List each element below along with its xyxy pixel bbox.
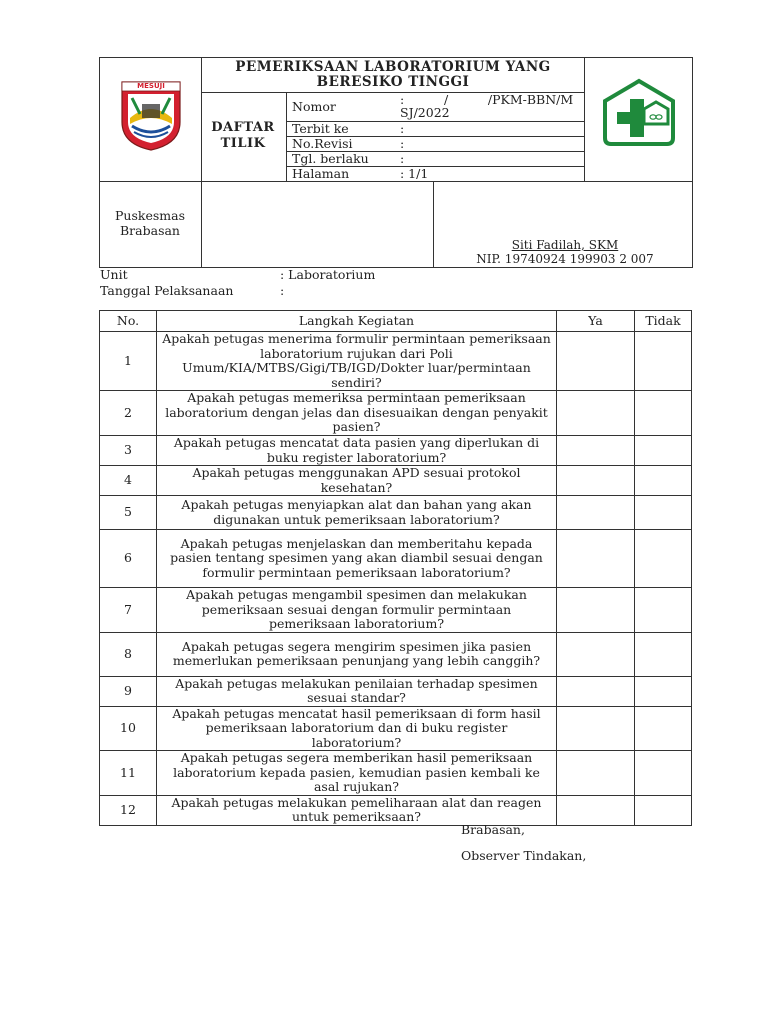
row-number: 11 bbox=[100, 751, 157, 796]
table-row bbox=[100, 332, 692, 391]
row-question: Apakah petugas segera mengirim spesimen jika pasien memerlukan pemeriksaan penunjang yang lebih canggih? bbox=[157, 632, 557, 676]
header-no: No. bbox=[100, 311, 157, 332]
date-value: : bbox=[280, 283, 285, 298]
tidak-checkbox-cell[interactable] bbox=[635, 795, 692, 825]
row-number: 4 bbox=[100, 466, 157, 496]
footer-place: Brabasan, bbox=[461, 822, 525, 837]
row-number: 1 bbox=[100, 332, 157, 391]
field-tgl-label: Tgl. berlaku bbox=[292, 151, 369, 166]
row-number: 6 bbox=[100, 530, 157, 588]
table-row bbox=[100, 530, 692, 588]
row-question: Apakah petugas melakukan pemeliharaan alat dan reagen untuk pemeriksaan? bbox=[157, 795, 557, 825]
mesuji-emblem-logo bbox=[118, 78, 184, 152]
row-number: 5 bbox=[100, 496, 157, 530]
organization-name: Puskesmas Brabasan bbox=[115, 208, 185, 238]
row-question: Apakah petugas menerima formulir permintaan pemeriksaan laboratorium rujukan dari Poli Umum/KIA/MTBS/Gigi/TB/IGD/Dokter luar/permintaan sendiri? bbox=[157, 332, 557, 391]
field-terbit-label: Terbit ke bbox=[292, 121, 349, 136]
ya-checkbox-cell[interactable] bbox=[557, 795, 635, 825]
field-tgl-value: : bbox=[400, 151, 405, 166]
footer-observer: Observer Tindakan, bbox=[461, 848, 587, 863]
ya-checkbox-cell[interactable] bbox=[557, 496, 635, 530]
row-question: Apakah petugas mengambil spesimen dan melakukan pemeriksaan sesuai dengan formulir permintaan pemeriksaan laboratorium? bbox=[157, 588, 557, 633]
row-number: 2 bbox=[100, 391, 157, 436]
field-nomor-label: Nomor bbox=[292, 99, 336, 114]
tidak-checkbox-cell[interactable] bbox=[635, 632, 692, 676]
signer-nip: NIP. 19740924 199903 2 007 bbox=[476, 252, 654, 266]
table-row bbox=[100, 391, 692, 436]
document-type: DAFTAR TILIK bbox=[211, 120, 275, 151]
ya-checkbox-cell[interactable] bbox=[557, 751, 635, 796]
header-langkah: Langkah Kegiatan bbox=[157, 311, 557, 332]
checklist-table bbox=[99, 310, 692, 826]
field-halaman-label: Halaman bbox=[292, 166, 350, 181]
row-number: 9 bbox=[100, 676, 157, 706]
row-question: Apakah petugas menjelaskan dan memberitahu kepada pasien tentang spesimen yang akan diambil sesuai dengan formulir permintaan pemeriksaan laboratorium? bbox=[157, 530, 557, 588]
row-number: 7 bbox=[100, 588, 157, 633]
ya-checkbox-cell[interactable] bbox=[557, 466, 635, 496]
row-number: 8 bbox=[100, 632, 157, 676]
table-row bbox=[100, 706, 692, 751]
table-row bbox=[100, 436, 692, 466]
ya-checkbox-cell[interactable] bbox=[557, 332, 635, 391]
row-number: 3 bbox=[100, 436, 157, 466]
ya-checkbox-cell[interactable] bbox=[557, 588, 635, 633]
field-halaman-value: : 1/1 bbox=[400, 166, 429, 181]
table-row bbox=[100, 496, 692, 530]
row-question: Apakah petugas mencatat data pasien yang diperlukan di buku register laboratorium? bbox=[157, 436, 557, 466]
tidak-checkbox-cell[interactable] bbox=[635, 751, 692, 796]
unit-value: : Laboratorium bbox=[280, 267, 376, 282]
logo-text: MESUJI bbox=[137, 82, 165, 90]
table-row bbox=[100, 751, 692, 796]
row-question: Apakah petugas menggunakan APD sesuai protokol kesehatan? bbox=[157, 466, 557, 496]
ya-checkbox-cell[interactable] bbox=[557, 706, 635, 751]
ya-checkbox-cell[interactable] bbox=[557, 436, 635, 466]
tidak-checkbox-cell[interactable] bbox=[635, 588, 692, 633]
table-header-row bbox=[100, 311, 692, 332]
field-terbit-value: : bbox=[400, 121, 405, 136]
tidak-checkbox-cell[interactable] bbox=[635, 530, 692, 588]
table-row bbox=[100, 676, 692, 706]
field-nomor-value: : / /PKM-BBN/MSJ/2022 bbox=[400, 92, 574, 120]
ya-checkbox-cell[interactable] bbox=[557, 632, 635, 676]
ya-checkbox-cell[interactable] bbox=[557, 391, 635, 436]
tidak-checkbox-cell[interactable] bbox=[635, 706, 692, 751]
tidak-checkbox-cell[interactable] bbox=[635, 332, 692, 391]
tidak-checkbox-cell[interactable] bbox=[635, 466, 692, 496]
header-tidak: Tidak bbox=[635, 311, 692, 332]
ya-checkbox-cell[interactable] bbox=[557, 530, 635, 588]
row-question: Apakah petugas memeriksa permintaan pemeriksaan laboratorium dengan jelas dan disesuaikan dengan penyakit pasien? bbox=[157, 391, 557, 436]
row-question: Apakah petugas mencatat hasil pemeriksaan di form hasil pemeriksaan laboratorium dan di buku register laboratorium? bbox=[157, 706, 557, 751]
table-row bbox=[100, 588, 692, 633]
field-revisi-value: : bbox=[400, 136, 405, 151]
field-revisi-label: No.Revisi bbox=[292, 136, 353, 151]
row-question: Apakah petugas segera memberikan hasil pemeriksaan laboratorium kepada pasien, kemudian pasien kembali ke asal rujukan? bbox=[157, 751, 557, 796]
table-row bbox=[100, 632, 692, 676]
puskesmas-logo bbox=[600, 78, 678, 148]
tidak-checkbox-cell[interactable] bbox=[635, 496, 692, 530]
document-title: PEMERIKSAAN LABORATORIUM YANG BERESIKO TINGGI bbox=[235, 59, 551, 90]
unit-label: Unit bbox=[100, 267, 128, 282]
row-number: 10 bbox=[100, 706, 157, 751]
header-ya: Ya bbox=[557, 311, 635, 332]
row-number: 12 bbox=[100, 795, 157, 825]
tidak-checkbox-cell[interactable] bbox=[635, 676, 692, 706]
tidak-checkbox-cell[interactable] bbox=[635, 391, 692, 436]
signer-name: Siti Fadilah, SKM bbox=[511, 238, 619, 252]
ya-checkbox-cell[interactable] bbox=[557, 676, 635, 706]
date-label: Tanggal Pelaksanaan bbox=[100, 283, 234, 298]
row-question: Apakah petugas menyiapkan alat dan bahan yang akan digunakan untuk pemeriksaan laboratorium? bbox=[157, 496, 557, 530]
tidak-checkbox-cell[interactable] bbox=[635, 436, 692, 466]
row-question: Apakah petugas melakukan penilaian terhadap spesimen sesuai standar? bbox=[157, 676, 557, 706]
table-row bbox=[100, 795, 692, 825]
table-row bbox=[100, 466, 692, 496]
